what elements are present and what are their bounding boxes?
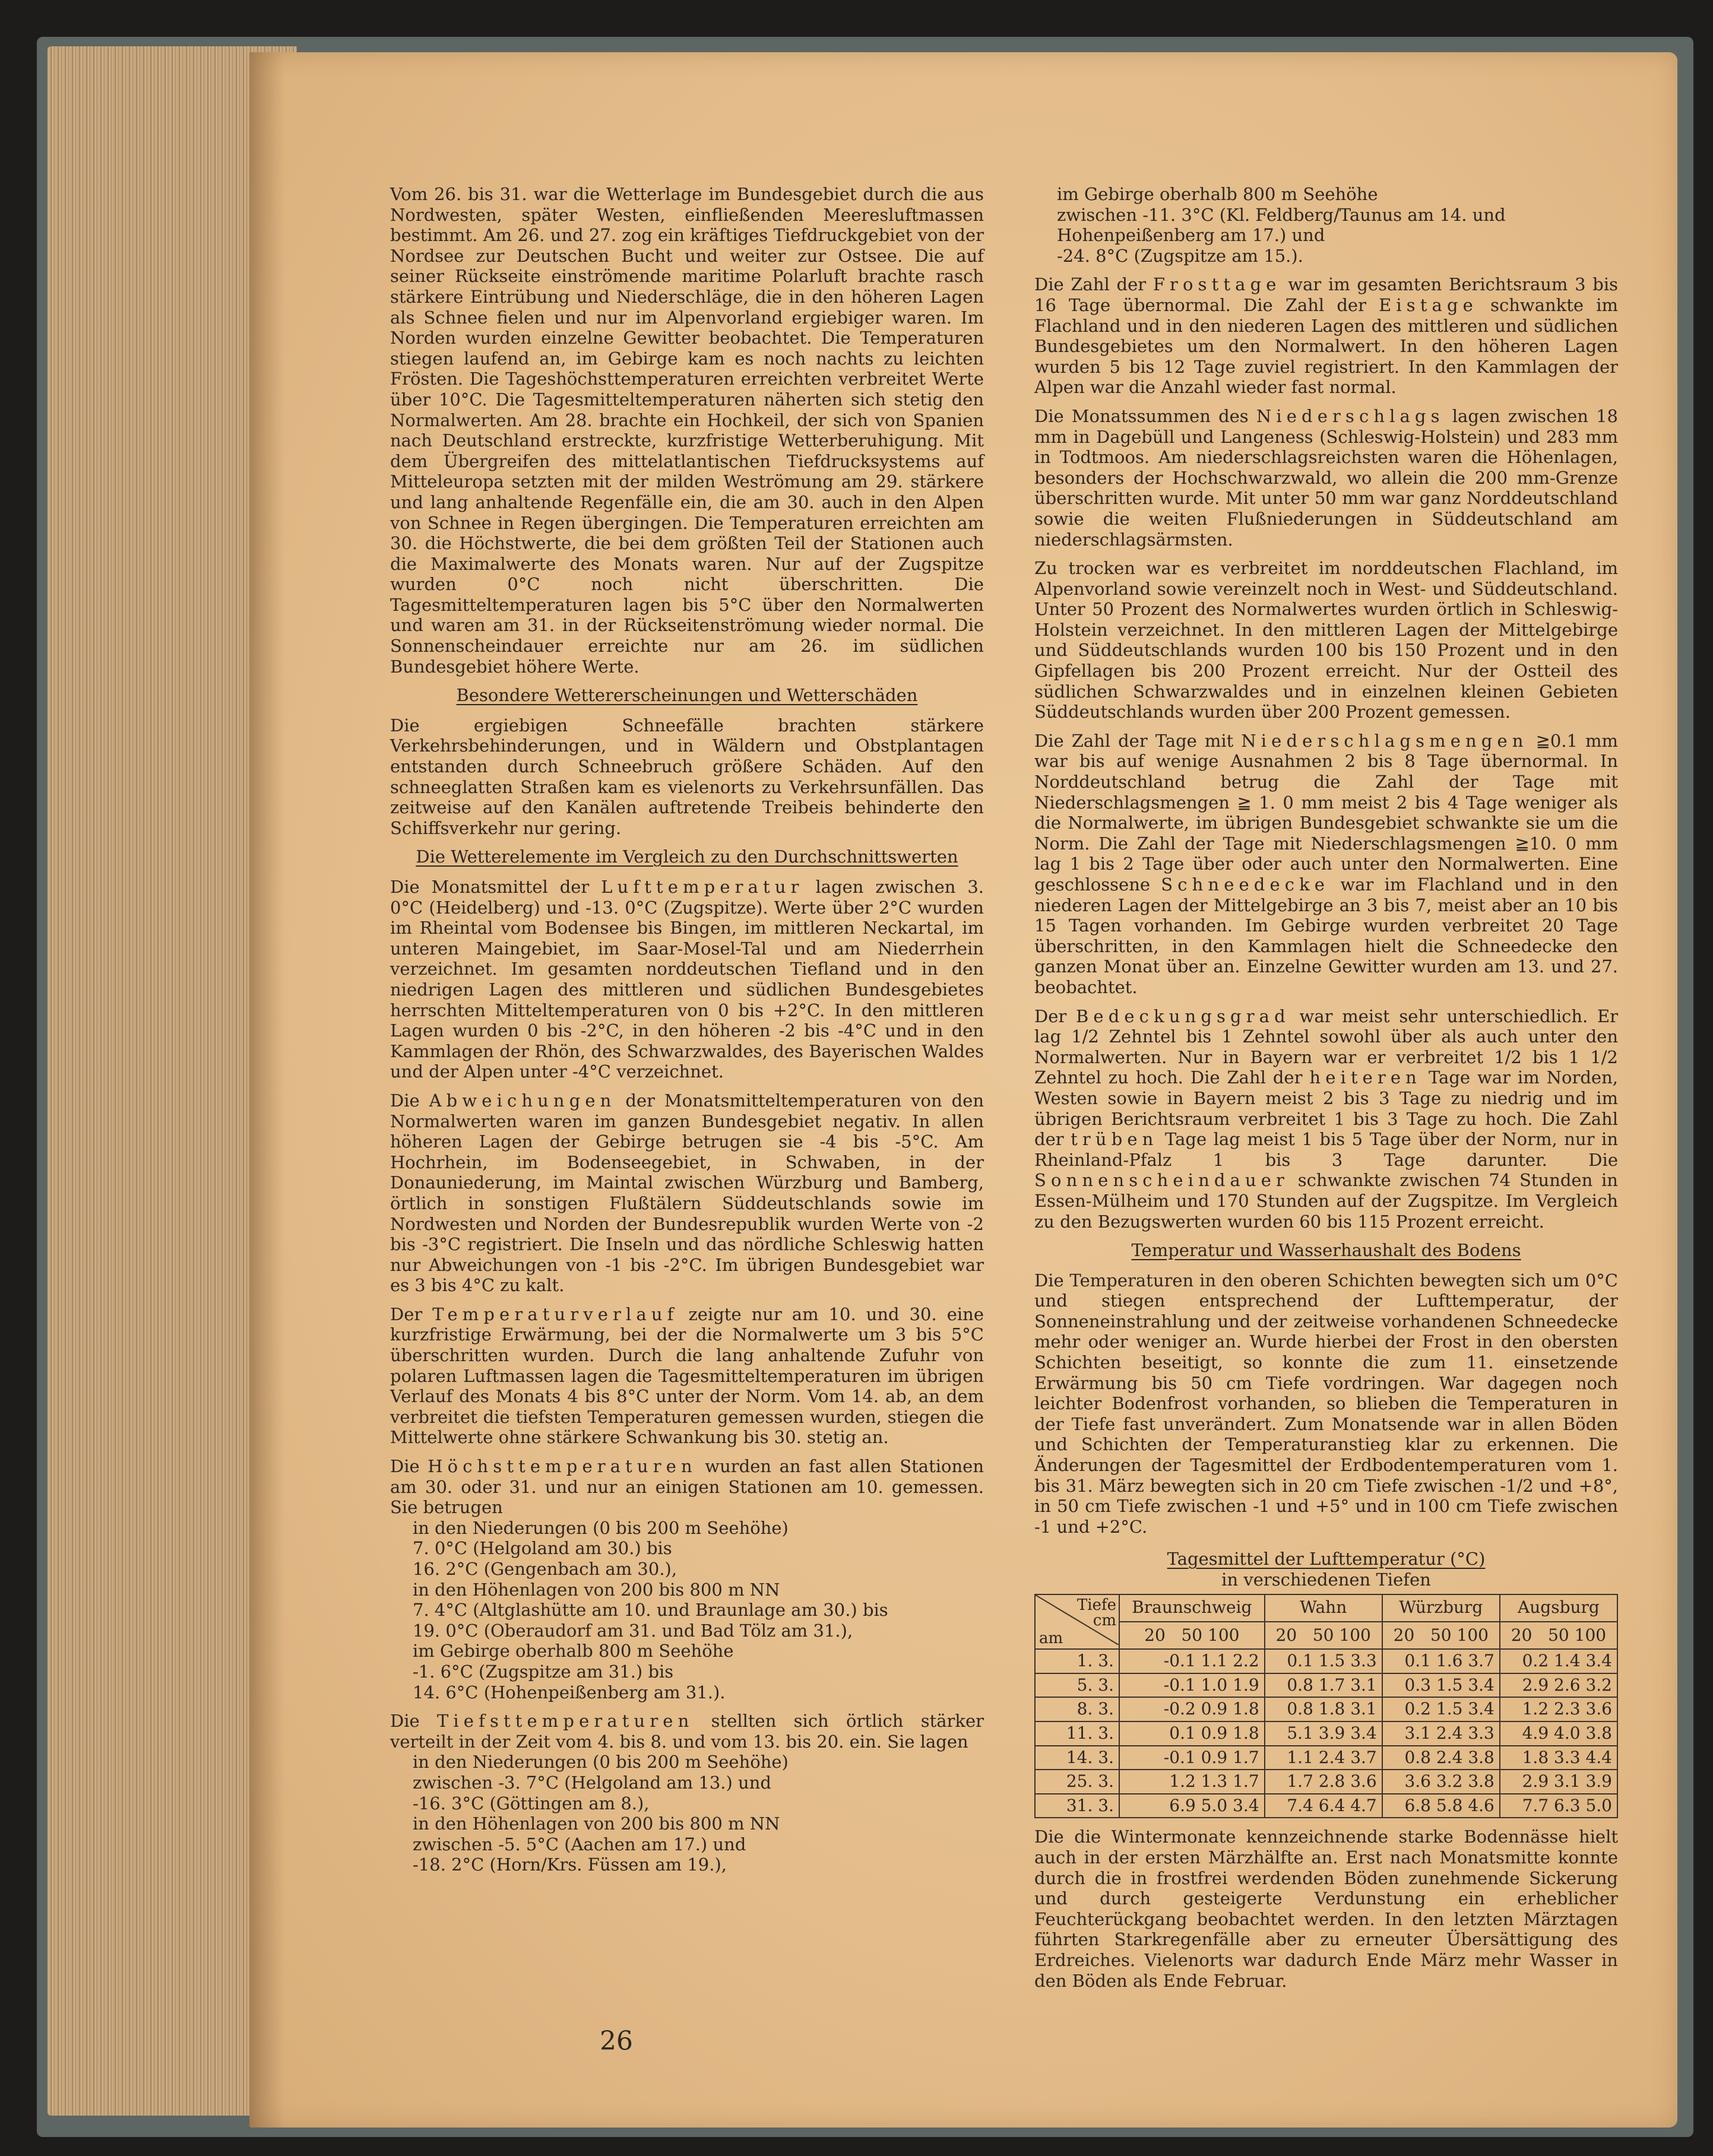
list-line: -24. 8°C (Zugspitze am 15.). [1057, 245, 1303, 266]
text: Die [390, 1456, 428, 1477]
spaced-term: Niederschlags [1256, 405, 1445, 426]
value-cell: 2.9 3.1 3.9 [1500, 1770, 1617, 1794]
value-cell: 7.7 6.3 5.0 [1500, 1794, 1617, 1818]
corner-date-label: am [1039, 1629, 1063, 1647]
corner-unit-text: cm [1093, 1611, 1116, 1629]
list-line: 14. 6°C (Hohenpeißenberg am 31.). [413, 1682, 726, 1702]
list-line: zwischen -3. 7°C (Helgoland am 13.) und [413, 1772, 771, 1793]
text: ≧0.1 mm war bis auf wenige Ausnahmen 2 bis 8 Tage übernormal. In Norddeutschland betrug die Zahl der Tage mit Niederschlagsmengen ≧ 1. 0 mm meist 2 bis 4 Tage weniger als die Normalwerte, im übrigen Bundesgebiet schwankte sie um die Norm. Die Zahl der Tage mit Niederschlagsmengen ≧10. 0 mm lag 1 bis 2 Tage über oder auch unter den Normalwerten. Eine geschlossene [1034, 730, 1618, 895]
section-heading: Besondere Wettererscheinungen und Wetterschäden [456, 685, 918, 706]
min-temp-list [390, 1752, 984, 1875]
paragraph [1034, 406, 1618, 550]
date-cell: 1. 3. [1035, 1649, 1119, 1673]
date-cell: 11. 3. [1035, 1721, 1119, 1746]
text: stellten sich örtlich stärker verteilt in der Zeit vom 4. bis 8. und vom 13. bis 20. ein. Sie lagen [390, 1711, 984, 1752]
depth-100: 100 [1208, 1625, 1240, 1645]
text: lagen zwischen 3. 0°C (Heidelberg) und -13. 0°C (Zugspitze). Werte über 2°C wurden im Rheintal vom Bodensee bis Bingen, im mittleren Neckartal, im unteren Maingebiet, im Saar-Mosel-Tal und am Niederrhein verzeichnet. Im gesamten norddeutschen Tiefland und in den niedrigen Lagen des mittleren und südlichen Bundesgebietes herrschten Mitteltemperaturen von 0 bis +2°C. In den mittleren Lagen wurden 0 bis -2°C, in den höheren -2 bis -4°C und in den Kammlagen der Rhön, des Schwarzwaldes, des Bayerischen Waldes und der Alpen unter -4°C verzeichnet. [390, 877, 984, 1082]
list-line: -18. 2°C (Horn/Krs. Füssen am 19.), [413, 1854, 727, 1875]
table-row [1035, 1794, 1617, 1818]
book-page [249, 52, 1677, 2128]
paragraph [390, 1711, 984, 1752]
depth-header [1500, 1622, 1617, 1649]
value-cell: 5.1 3.9 3.4 [1265, 1721, 1382, 1746]
corner-depth-text: Tiefe [1076, 1596, 1116, 1614]
depth-header [1119, 1622, 1265, 1649]
spaced-term: heiteren [1309, 1067, 1421, 1088]
list-line: Hohenpeißenberg am 17.) und [1057, 225, 1325, 246]
date-cell: 5. 3. [1035, 1673, 1119, 1698]
text: lagen zwischen 18 mm in Dagebüll und Langeness (Schleswig-Holstein) und 283 mm in Todtmoos. Am niederschlagsreichsten waren die Höhenlagen, besonders der Hochschwarzwald, wo allein die 200 mm-Grenze überschritten wurde. Mit unter 50 mm war ganz Norddeutschland sowie die weiten Flußniederungen in Süddeutschland am niederschlagsärmsten. [1034, 405, 1618, 550]
paragraph: Die Temperaturen in den oberen Schichten bewegten sich um 0°C und stiegen entsprechend der Lufttemperatur, der Sonneneinstrahlung und der zeitweise vorhandenen Schneedecke mehr oder weniger an. Wurde hierbei der Frost in den obersten Schichten beseitigt, so konnte die zum 11. einsetzende Erwärmung bis 50 cm Tiefe vordringen. War dagegen noch leichter Bodenfrost vorhanden, so blieben die Temperaturen in der Tiefe fast unverändert. Zum Monatsende war in allen Böden und Schichten der Temperaturanstieg klar zu erkennen. Die Änderungen der Tagesmittel der Erdbodentemperaturen vom 1. bis 31. März bewegten sich in 20 cm Tiefe zwischen -1/2 und +8°, in 50 cm Tiefe zwischen -1 und +5° und in 100 cm Tiefe zwischen -1 und +2°C. [1034, 1270, 1618, 1537]
depth-20: 20 [1393, 1625, 1415, 1645]
corner-depth-label [1036, 1595, 1119, 1628]
spaced-term: Höchsttemperaturen [428, 1456, 697, 1477]
list-line: in den Niederungen (0 bis 200 m Seehöhe) [413, 1517, 789, 1538]
continued-list [1034, 184, 1618, 266]
paragraph: Die ergiebigen Schneefälle brachten stärkere Verkehrsbehinderungen, und in Wäldern und Obstplantagen entstanden durch Schneebruch größere Schäden. Auf den schneeglatten Straßen kam es vielenorts zu Verkehrsunfällen. Das zeitweise auf den Kanälen auftretende Treibeis behinderte den Schiffsverkehr nur gering. [390, 715, 984, 838]
date-cell: 8. 3. [1035, 1697, 1119, 1721]
text: Die Zahl der Tage mit [1034, 730, 1242, 751]
list-line: 19. 0°C (Oberaudorf am 31. und Bad Tölz am 31.), [413, 1620, 853, 1641]
paragraph [390, 1090, 984, 1296]
paragraph [1034, 731, 1618, 998]
value-cell: 1.7 2.8 3.6 [1265, 1770, 1382, 1794]
value-cell: 1.2 1.3 1.7 [1119, 1770, 1265, 1794]
list-line: in den Niederungen (0 bis 200 m Seehöhe) [413, 1752, 789, 1773]
list-line: 16. 2°C (Gengenbach am 30.), [413, 1559, 677, 1579]
text: Die [390, 1090, 429, 1111]
value-cell: 0.2 1.4 3.4 [1500, 1649, 1617, 1673]
right-column [1034, 184, 1618, 1999]
station-header: Wahn [1265, 1594, 1382, 1622]
max-temp-list [390, 1518, 984, 1702]
list-line: zwischen -11. 3°C (Kl. Feldberg/Taunus am 14. und [1057, 204, 1506, 225]
value-cell: 1.8 3.3 4.4 [1500, 1746, 1617, 1770]
page-number: 26 [600, 2026, 633, 2056]
depth-50: 50 [1181, 1625, 1203, 1645]
list-line: -16. 3°C (Göttingen am 8.), [413, 1793, 650, 1813]
text: wurden an fast allen Stationen am 30. oder 31. und nur an einigen Stationen am 10. gemessen. Sie betrugen [390, 1456, 984, 1518]
table-row [1035, 1673, 1617, 1698]
text: Die Monatssummen des [1034, 405, 1256, 426]
depth-header [1382, 1622, 1500, 1649]
paragraph: Zu trocken war es verbreitet im norddeutschen Flachland, im Alpenvorland sowie vereinzelt noch in West- und Süddeutschland. Unter 50 Prozent des Normalwertes wurden örtlich in Schleswig-Holstein verzeichnet. In den mittleren Lagen der Mittelgebirge und Süddeutschlands wurden 100 bis 150 Prozent und in den Gipfellagen bis 200 Prozent erreicht. Nur der Ostteil des südlichen Schwarzwaldes und in einzelnen kleinen Gebieten Süddeutschlands wurden über 200 Prozent gemessen. [1034, 558, 1618, 722]
list-line: -1. 6°C (Zugspitze am 31.) bis [413, 1661, 674, 1682]
list-line: in den Höhenlagen von 200 bis 800 m NN [413, 1813, 780, 1834]
depth-50: 50 [1312, 1625, 1334, 1645]
spaced-term: trüben [1071, 1129, 1158, 1150]
depth-header [1265, 1622, 1382, 1649]
list-line: zwischen -5. 5°C (Aachen am 17.) und [413, 1834, 746, 1854]
station-header: Würzburg [1382, 1594, 1500, 1622]
table-row [1035, 1721, 1617, 1746]
station-header: Augsburg [1500, 1594, 1617, 1622]
value-cell: 0.1 1.6 3.7 [1382, 1649, 1500, 1673]
value-cell: 0.1 0.9 1.8 [1119, 1721, 1265, 1746]
spaced-term: Tiefsttemperaturen [436, 1711, 694, 1732]
text: der Monatsmitteltemperaturen von den Normalwerten waren im ganzen Bundesgebiet negativ. In allen höheren Lagen der Gebirge betrugen sie -4 bis -5°C. Am Hochrhein, im Bodenseegebiet, in Schwaben, in der Donauniederung, im Maintal zwischen Würzburg und Bamberg, örtlich in sonstigen Flußtälern Süddeutschlands sowie im Nordwesten und Norden der Bundesrepublik wurden Werte von -2 bis -3°C registriert. Die Inseln und das nördliche Schleswig hatten nur Abweichungen von -1 bis -2°C. Im übrigen Bundesgebiet war es 3 bis 4°C zu kalt. [390, 1090, 984, 1296]
depth-100: 100 [1339, 1625, 1371, 1645]
date-cell: 31. 3. [1035, 1794, 1119, 1818]
date-cell: 14. 3. [1035, 1746, 1119, 1770]
section-heading: Die Wetterelemente im Vergleich zu den Durchschnittswerten [416, 846, 958, 867]
text: Die Zahl der [1034, 274, 1153, 295]
table-corner-cell [1035, 1594, 1119, 1650]
value-cell: 6.8 5.8 4.6 [1382, 1794, 1500, 1818]
value-cell: 2.9 2.6 3.2 [1500, 1673, 1617, 1698]
text: Der [390, 1304, 433, 1324]
spaced-term: Eistage [1379, 294, 1478, 315]
paragraph [1034, 1006, 1618, 1232]
text: Die Monatsmittel der [390, 877, 601, 897]
list-line: in den Höhenlagen von 200 bis 800 m NN [413, 1579, 780, 1600]
depth-50: 50 [1548, 1625, 1569, 1645]
paragraph [390, 1456, 984, 1518]
value-cell: 0.1 1.5 3.3 [1265, 1649, 1382, 1673]
value-cell: 0.8 2.4 3.8 [1382, 1746, 1500, 1770]
value-cell: 1.2 2.3 3.6 [1500, 1697, 1617, 1721]
paragraph [1034, 274, 1618, 398]
depth-20: 20 [1144, 1625, 1166, 1645]
value-cell: -0.2 0.9 1.8 [1119, 1697, 1265, 1721]
text: Der [1034, 1006, 1076, 1026]
value-cell: 1.1 2.4 3.7 [1265, 1746, 1382, 1770]
value-cell: 6.9 5.0 3.4 [1119, 1794, 1265, 1818]
depth-100: 100 [1574, 1625, 1607, 1645]
spaced-term: Abweichungen [429, 1090, 616, 1111]
page-gutter [249, 52, 285, 2128]
spaced-term: Schneedecke [1161, 874, 1330, 895]
spaced-term: Frosttage [1152, 274, 1281, 295]
depth-20: 20 [1275, 1625, 1297, 1645]
value-cell: 0.3 1.5 3.4 [1382, 1673, 1500, 1698]
spaced-term: Bedeckungsgrad [1076, 1006, 1290, 1026]
paragraph [390, 1304, 984, 1448]
depth-100: 100 [1456, 1625, 1489, 1645]
text: schwankte zwischen 74 Stunden in Essen-Mülheim und 170 Stunden auf der Zugspitze. Im Vergleich zu den Bezugswerten wurden 60 bis 115 Prozent erreicht. [1034, 1170, 1618, 1232]
list-line: im Gebirge oberhalb 800 m Seehöhe [413, 1641, 734, 1662]
value-cell: 3.1 2.4 3.3 [1382, 1721, 1500, 1746]
text: zeigte nur am 10. und 30. eine kurzfristige Erwärmung, bei der die Normalwerte um 3 bis 5°C überschritten wurden. Durch die lang anhaltende Zufuhr von polaren Luftmassen lagen die Tagesmitteltemperaturen im übrigen Verlauf des Monats 4 bis 8°C unter der Norm. Vom 14. ab, an dem verbreitet die tiefsten Temperaturen gemessen wurden, stiegen die Mittelwerte ohne stärkere Schwankung bis 30. stetig an. [390, 1304, 984, 1448]
value-cell: 7.4 6.4 4.7 [1265, 1794, 1382, 1818]
value-cell: -0.1 1.0 1.9 [1119, 1673, 1265, 1698]
spaced-term: Lufttemperatur [601, 877, 804, 897]
spaced-term: Sonnenscheindauer [1034, 1170, 1290, 1191]
value-cell: -0.1 1.1 2.2 [1119, 1649, 1265, 1673]
value-cell: 0.8 1.7 3.1 [1265, 1673, 1382, 1698]
table-row [1035, 1697, 1617, 1721]
soil-temperature-table [1034, 1594, 1618, 1819]
section-heading: Temperatur und Wasserhaushalt des Bodens [1131, 1240, 1521, 1261]
list-line: 7. 4°C (Altglashütte am 10. und Braunlage am 30.) bis [413, 1600, 888, 1621]
table-row [1035, 1746, 1617, 1770]
text: Tage lag meist 1 bis 5 Tage über der Norm, nur in Rheinland-Pfalz 1 bis 3 Tage darunter. Die [1034, 1129, 1619, 1170]
depth-20: 20 [1511, 1625, 1532, 1645]
text: war im Flachland und in den niederen Lagen der Mittelgebirge an 3 bis 7, meist aber an 10 bis 15 Tagen vorhanden. Im Gebirge wurden verbreitet 20 Tage überschritten, in den Kammlagen hielt die Schneedecke den ganzen Monat über an. Einzelne Gewitter wurden am 13. und 27. beobachtet. [1034, 874, 1618, 997]
text: Die [390, 1711, 437, 1732]
text: war im gesamten Berichtsraum 3 bis 16 Tage übernormal. Die Zahl der [1034, 274, 1619, 315]
table-caption [1034, 1549, 1618, 1590]
text: war meist sehr unterschiedlich. Er lag 1/2 Zehntel bis 1 Zehntel sowohl über als auch unter den Normalwerten. Nur in Bayern war er verbreitet 1/2 bis 1 1/2 Zehntel zu hoch. Die Zahl der [1034, 1006, 1618, 1088]
paragraph: Vom 26. bis 31. war die Wetterlage im Bundesgebiet durch die aus Nordwesten, später Westen, einfließenden Meeresluftmassen bestimmt. Am 26. und 27. zog ein kräftiges Tiefdruckgebiet von der Nordsee zur Deutschen Bucht und weiter zur Ostsee. Die auf seiner Rückseite einströmende maritime Polarluft brachte rasch stärkere Eintrübung und Niederschläge, die in den höheren Lagen als Schnee fielen und nur im Alpenvorland ergiebiger waren. Im Norden wurden einzelne Gewitter beobachtet. Die Temperaturen stiegen laufend an, im Gebirge kam es noch nachts zu leichten Frösten. Die Tageshöchsttemperaturen erreichten verbreitet Werte über 10°C. Die Tagesmitteltemperaturen näherten sich stetig den Normalwerten. Am 28. brachte ein Hochkeil, der sich von Spanien nach Deutschland erstreckte, kurzfristige Wetterberuhigung. Mit dem Übergreifen des mittelatlantischen Tiefdrucksystems auf Mitteleuropa setzten mit der milden Weströmung am 29. stärkere und lang anhaltende Regenfälle ein, die am 30. auch in den Alpen von Schnee in Regen übergingen. Die Temperaturen erreichten am 30. die Höchstwerte, die bei dem größten Teil der Stationen auch die Maximalwerte des Monats waren. Nur auf der Zugspitze wurden 0°C noch nicht überschritten. Die Tagesmitteltemperaturen lagen bis 5°C über den Normalwerten und waren am 31. in der Rückseitenströmung wieder normal. Die Sonnenscheindauer erreichte nur am 26. im südlichen Bundesgebiet höhere Werte. [390, 184, 984, 677]
paragraph [390, 877, 984, 1082]
value-cell: 0.2 1.5 3.4 [1382, 1697, 1500, 1721]
list-line: im Gebirge oberhalb 800 m Seehöhe [1057, 184, 1378, 204]
text: schwankte im Flachland und in den niederen Lagen des mittleren und südlichen Bundesgebietes um den Normalwert. In den höheren Lagen wurden 5 bis 12 Tage zuviel registriert. In den Kammlagen der Alpen war die Anzahl wieder fast normal. [1034, 294, 1618, 398]
table-title: Tagesmittel der Lufttemperatur (°C) [1167, 1549, 1486, 1570]
station-header: Braunschweig [1119, 1594, 1265, 1622]
value-cell: 4.9 4.0 3.8 [1500, 1721, 1617, 1746]
spaced-term: Temperaturverlauf [432, 1304, 679, 1324]
date-cell: 25. 3. [1035, 1770, 1119, 1794]
list-line: 7. 0°C (Helgoland am 30.) bis [413, 1538, 672, 1559]
value-cell: 3.6 3.2 3.8 [1382, 1770, 1500, 1794]
depth-50: 50 [1430, 1625, 1452, 1645]
left-column [390, 184, 984, 1875]
value-cell: 0.8 1.8 3.1 [1265, 1697, 1382, 1721]
table-row [1035, 1649, 1617, 1673]
table-row [1035, 1770, 1617, 1794]
paragraph: Die die Wintermonate kennzeichnende starke Bodennässe hielt auch in der ersten Märzhälfte an. Erst nach Monatsmitte konnte durch die in frostfrei werdenden Böden zunehmende Sickerung und durch gesteigerte Verdunstung ein erheblicher Feuchterückgang beobachtet werden. In den letzten Märztagen führten Starkregenfälle aber zu erneuter Übersättigung des Erdreiches. Vielenorts war dadurch Ende März mehr Wasser in den Böden als Ende Februar. [1034, 1827, 1618, 1991]
spaced-term: Niederschlagsmengen [1241, 730, 1528, 751]
table-subtitle: in verschiedenen Tiefen [1221, 1570, 1431, 1590]
value-cell: -0.1 0.9 1.7 [1119, 1746, 1265, 1770]
text: Tage war im Norden, Westen sowie in Bayern meist 2 bis 3 Tage zu niedrig und im übrigen Berichtsraum verbreitet 1 bis 3 Tage zu hoch. Die Zahl der [1034, 1067, 1618, 1150]
